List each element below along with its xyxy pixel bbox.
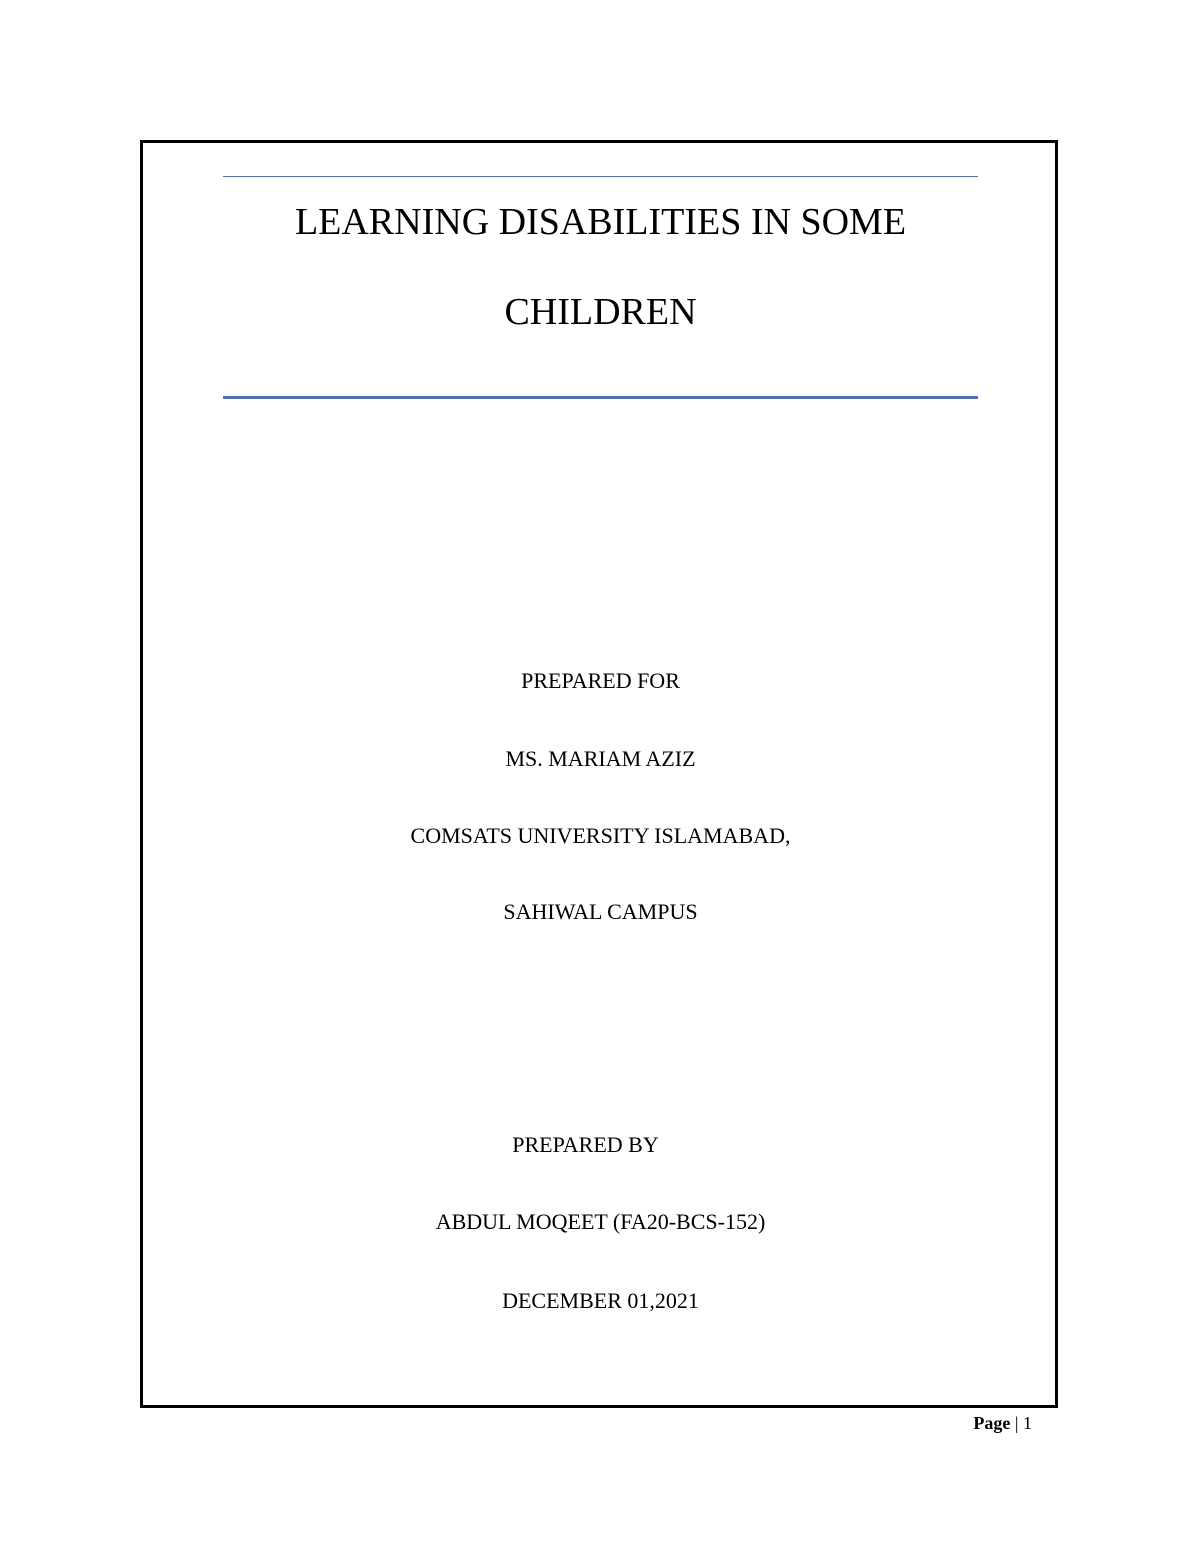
page-number-footer — [973, 1412, 1032, 1434]
title-rule-bottom — [223, 396, 978, 399]
author-name: ABDUL MOQEET (FA20-BCS-152) — [435, 1209, 766, 1234]
prepared-for-label: PREPARED FOR — [521, 668, 680, 693]
document-title-line-1: LEARNING DISABILITIES IN SOME — [294, 201, 907, 243]
page-separator: | — [1014, 1413, 1019, 1433]
title-rule-top — [223, 176, 978, 177]
prepared-by-label: PREPARED BY — [512, 1132, 659, 1157]
recipient-name: MS. MARIAM AZIZ — [505, 746, 696, 771]
document-date: DECEMBER 01,2021 — [502, 1288, 699, 1313]
institution-name: COMSATS UNIVERSITY ISLAMABAD, — [410, 823, 791, 848]
page-number: 1 — [1023, 1413, 1032, 1433]
document-title-line-2: CHILDREN — [504, 291, 697, 333]
page-label: Page — [973, 1413, 1011, 1433]
campus-name: SAHIWAL CAMPUS — [503, 899, 698, 924]
